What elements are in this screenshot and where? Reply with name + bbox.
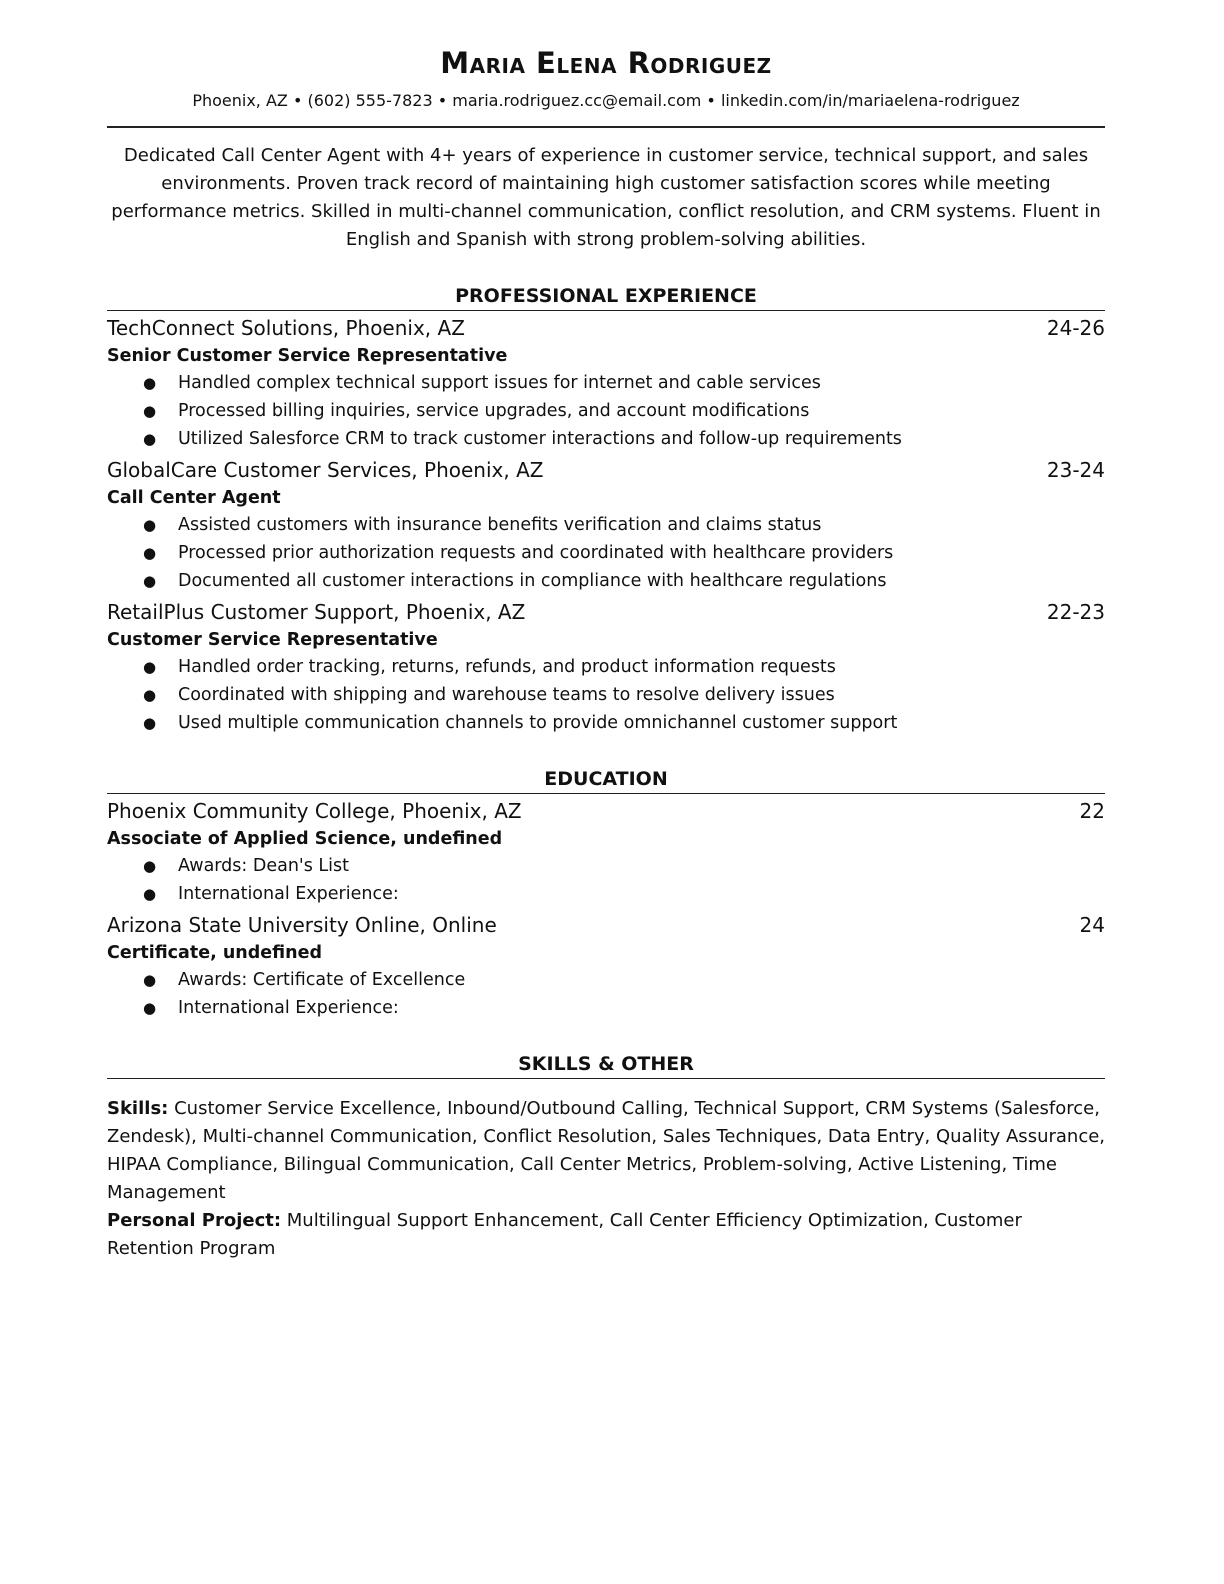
dates: 22-23	[1046, 600, 1105, 624]
skills-label: Skills:	[107, 1098, 169, 1119]
experience-entry	[107, 597, 1105, 737]
bullet-icon: ●	[143, 516, 157, 534]
contact-line: Phoenix, AZ • (602) 555-7823 • maria.rodriguez.cc@email.com • linkedin.com/in/mariaelena-rodriguez	[192, 91, 1020, 110]
skills-line	[107, 1095, 1105, 1207]
dates: 24	[1079, 913, 1105, 937]
job-title: Senior Customer Service Representative	[107, 346, 508, 366]
dates: 23-24	[1046, 458, 1105, 482]
education-section	[107, 767, 1105, 1022]
bullet-item: ● Documented all customer interactions in compliance with healthcare regulations	[107, 567, 1105, 595]
dates: 22	[1079, 799, 1105, 823]
bullet-item: ● Coordinated with shipping and warehouse teams to resolve delivery issues	[107, 681, 1105, 709]
section-divider	[107, 310, 1105, 311]
project-line	[107, 1207, 1105, 1263]
professional-summary: Dedicated Call Center Agent with 4+ years of experience in customer service, technical support, and sales environments. Proven track record of maintaining high customer satisfaction scores while meeting performance metrics. Skilled in multi-channel communication, conflict resolution, and CRM systems. Fluent in English and Spanish with strong problem-solving abilities.	[111, 145, 1101, 250]
bullet-icon: ●	[143, 374, 157, 392]
bullet-icon: ●	[143, 714, 157, 732]
bullet-icon: ●	[143, 885, 157, 903]
section-title-skills: SKILLS & OTHER	[518, 1053, 694, 1075]
employer: GlobalCare Customer Services, Phoenix, AZ	[107, 458, 544, 482]
section-title-experience: PROFESSIONAL EXPERIENCE	[455, 285, 757, 307]
education-entry	[107, 796, 1105, 908]
bullet-item: ● Handled order tracking, returns, refunds, and product information requests	[107, 653, 1105, 681]
bullet-item: ● Processed prior authorization requests and coordinated with healthcare providers	[107, 539, 1105, 567]
candidate-name: Maria Elena Rodriguez	[440, 46, 772, 80]
bullet-item: ● Used multiple communication channels to provide omnichannel customer support	[107, 709, 1105, 737]
project-label: Personal Project:	[107, 1210, 282, 1231]
school: Arizona State University Online, Online	[107, 913, 497, 937]
bullet-item: ● International Experience:	[107, 994, 1105, 1022]
employer: RetailPlus Customer Support, Phoenix, AZ	[107, 600, 526, 624]
school: Phoenix Community College, Phoenix, AZ	[107, 799, 522, 823]
bullet-icon: ●	[143, 544, 157, 562]
bullet-icon: ●	[143, 857, 157, 875]
bullet-item: ● Awards: Certificate of Excellence	[107, 966, 1105, 994]
experience-section	[107, 284, 1105, 737]
bullet-icon: ●	[143, 430, 157, 448]
project-text: Multilingual Support Enhancement, Call Center Efficiency Optimization, Customer Retention Program	[107, 1210, 1022, 1259]
experience-entry	[107, 455, 1105, 595]
bullet-icon: ●	[143, 572, 157, 590]
bullet-item: ● Utilized Salesforce CRM to track customer interactions and follow-up requirements	[107, 425, 1105, 453]
bullet-icon: ●	[143, 686, 157, 704]
education-entry	[107, 910, 1105, 1022]
bullet-icon: ●	[143, 658, 157, 676]
section-title-education: EDUCATION	[544, 768, 668, 790]
section-divider	[107, 793, 1105, 794]
bullet-icon: ●	[143, 402, 157, 420]
employer: TechConnect Solutions, Phoenix, AZ	[107, 316, 465, 340]
bullet-item: ● Awards: Dean's List	[107, 852, 1105, 880]
section-divider	[107, 1078, 1105, 1079]
dates: 24-26	[1046, 316, 1105, 340]
degree: Certificate, undefined	[107, 943, 322, 963]
job-title: Call Center Agent	[107, 488, 281, 508]
resume-page	[107, 0, 1105, 1263]
degree: Associate of Applied Science, undefined	[107, 829, 503, 849]
bullet-icon: ●	[143, 999, 157, 1017]
skills-text: Customer Service Excellence, Inbound/Outbound Calling, Technical Support, CRM Systems (Salesforce, Zendesk), Multi-channel Communication, Conflict Resolution, Sales Techniques, Data Entry, Quality Assurance, HIPAA Compliance, Bilingual Communication, Call Center Metrics, Problem-solving, Active Listening, Time Management	[107, 1098, 1106, 1203]
bullet-icon: ●	[143, 971, 157, 989]
skills-section	[107, 1052, 1105, 1263]
skills-block	[107, 1095, 1105, 1263]
job-title: Customer Service Representative	[107, 630, 438, 650]
header-divider	[107, 126, 1105, 128]
bullet-item: ● Handled complex technical support issues for internet and cable services	[107, 369, 1105, 397]
bullet-item: ● Processed billing inquiries, service upgrades, and account modifications	[107, 397, 1105, 425]
bullet-item: ● Assisted customers with insurance benefits verification and claims status	[107, 511, 1105, 539]
bullet-item: ● International Experience:	[107, 880, 1105, 908]
experience-entry	[107, 313, 1105, 453]
